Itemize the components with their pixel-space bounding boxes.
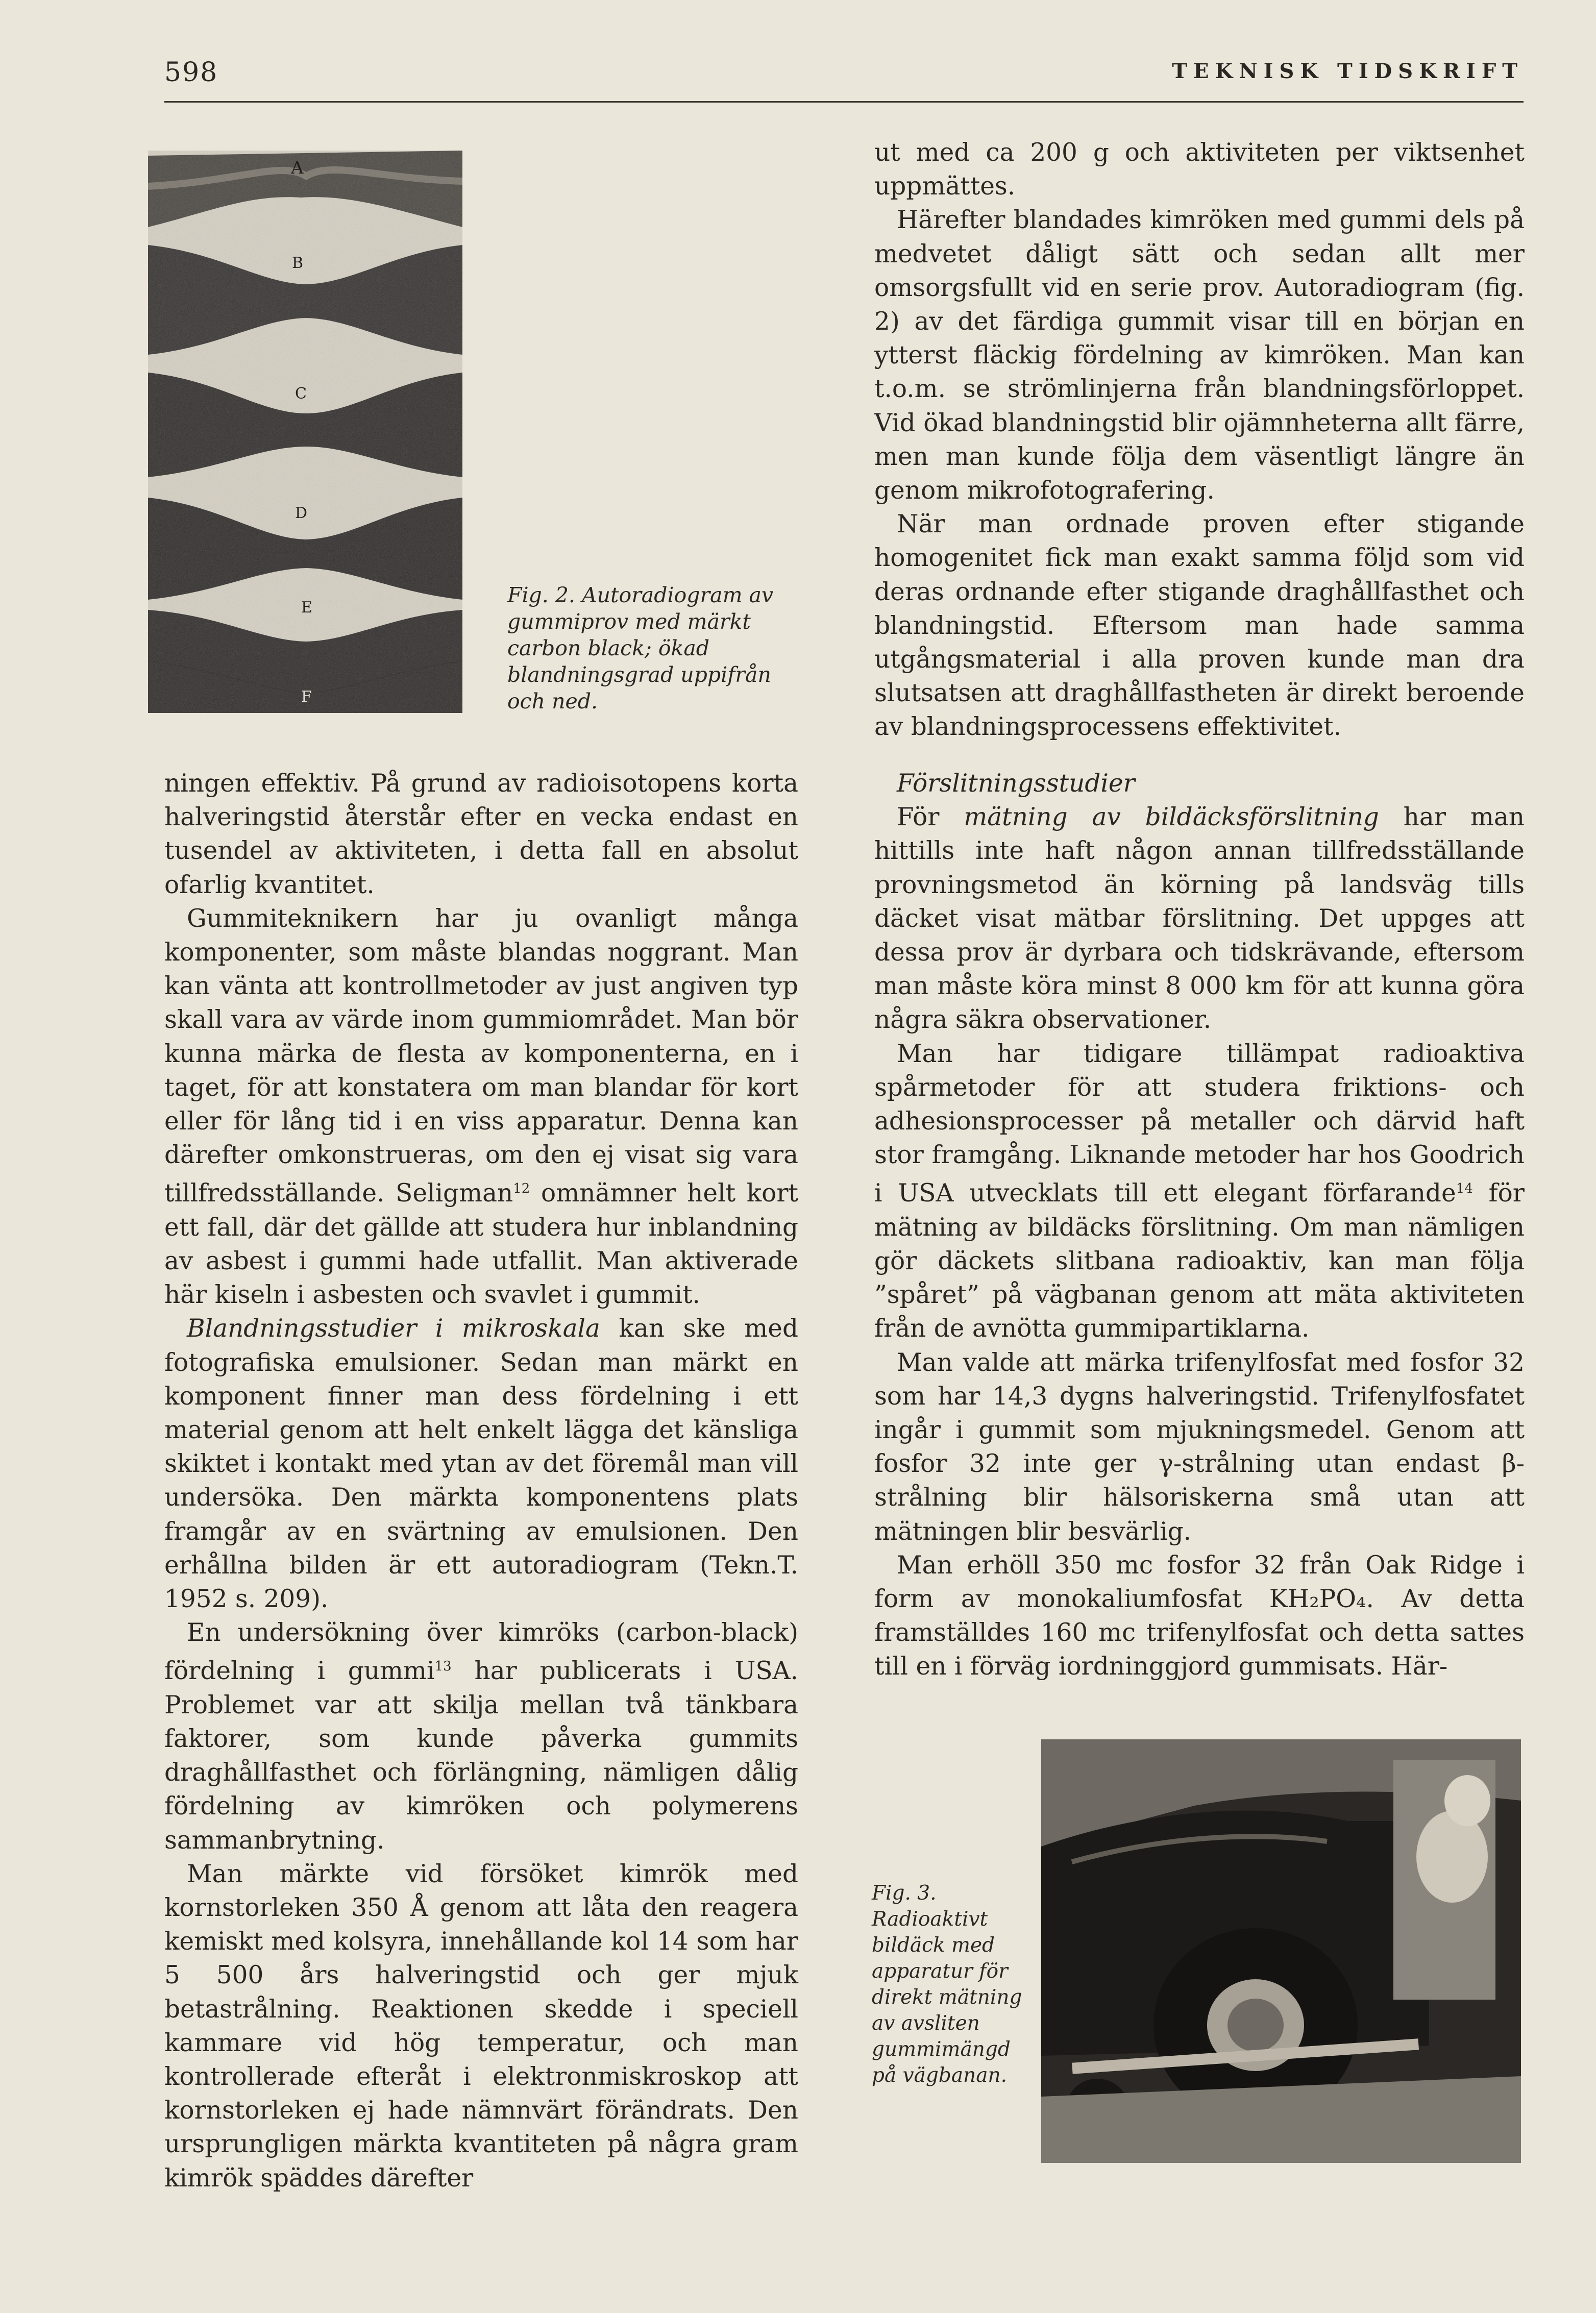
paragraph: ut med ca 200 g och aktiviteten per viktsenhet uppmättes. (874, 138, 1525, 201)
right-column-bottom (874, 767, 1525, 1684)
svg-text:F: F (301, 688, 312, 706)
autoradiogram-strips (148, 151, 462, 713)
right-column-top (874, 136, 1525, 744)
paragraph: Man har tidigare tillämpat radioaktiva spårmetoder för att studera friktions- och adhesionsprocesser på metaller och därvid haft stor framgång. Liknande metoder har hos Goodrich i USA utvecklats till ett elegant förfarande$^{14}$ för mätning av bildäcks förslitning. Om man nämligen gör däckets slitbana radioaktiv, kan man följa ”spåret” på vägbanan genom att mäta aktiviteten från de avnötta gummipartiklarna. (874, 1039, 1525, 1343)
svg-text:A: A (291, 158, 304, 178)
paragraph: Gummiteknikern har ju ovanligt många komponenter, som måste blandas noggrant. Man kan vänta att kontrollmetoder av just angiven typ skall vara av värde inom gummiområdet. Man bör kunna märka de flesta av komponenterna, en i taget, för att konstatera om man blandar för kort eller för lång tid i en viss apparatur. Denna kan därefter omkonstrueras, om den ej visat sig vara tillfredsställande. Seligman$^{12}$ omnämner helt kort ett fall, där det gällde att studera hur inblandning av asbest i gummi hade utfallit. Man aktiverade här kiseln i asbesten och svavlet i gummit. (164, 904, 798, 1310)
car-photo (1041, 1739, 1521, 2163)
paragraph: Blandningsstudier i mikroskala kan ske med fotografiska emulsioner. Sedan man märkt en komponent finner man dess fördelning i ett material genom att helt enkelt lägga det känsliga skiktet i kontakt med ytan av det föremål man vill undersöka. Den märkta komponentens plats framgår av en svärtning av emulsionen. Den erhållna bilden är ett autoradiogram (Tekn.T. 1952 s. 209). (164, 1314, 798, 1614)
page-number: 598 (164, 57, 218, 88)
figure-3-caption: Fig. 3. Radioaktivt bildäck med apparatur för direkt mätning av avsliten gummimängd på vägbanan. (872, 1882, 1022, 2087)
section-heading: Förslitningsstudier (897, 769, 1135, 798)
paragraph: Man erhöll 350 mc fosfor 32 från Oak Ridge i form av monokaliumfosfat KH₂PO₄. Av detta framställdes 160 mc trifenylfosfat och detta sattes till en i förväg iordninggjord gummisats. Här- (874, 1551, 1525, 1681)
header-rule (164, 101, 1524, 103)
svg-text:E: E (301, 599, 312, 617)
paragraph: Härefter blandades kimröken med gummi dels på medvetet dåligt sätt och sedan allt mer omsorgsfullt vid en serie prov. Autoradiogram (fig. 2) av det färdiga gummit visar till en början en ytterst fläckig fördelning av kimröken. Man kan t.o.m. se strömlinjerna från blandningsförloppet. Vid ökad blandningstid blir ojämnheterna allt färre, men man kunde följa dem väsentligt längre än genom mikrofotografering. (874, 206, 1525, 505)
running-head: TEKNISK TIDSKRIFT (1172, 59, 1524, 83)
paragraph: När man ordnade proven efter stigande homogenitet fick man exakt samma följd som vid deras ordnande efter stigande draghållfasthet och blandningstid. Eftersom man hade samma utgångsmaterial i alla proven kunde man dra slutsatsen att draghållfastheten är direkt beroende av blandningsprocessens effektivitet. (874, 510, 1525, 742)
figure-2-caption: Fig. 2. Autoradiogram av gummiprov med märkt carbon black; ökad blandningsgrad uppifrån och ned. (507, 583, 774, 713)
figure-3-image (1041, 1739, 1521, 2163)
svg-text:C: C (295, 385, 307, 403)
left-column (164, 767, 798, 2195)
svg-text:B: B (292, 254, 304, 272)
svg-text:D: D (295, 504, 308, 522)
figure-2-image (148, 151, 462, 713)
paragraph: Man valde att märka trifenylfosfat med fosfor 32 som har 14,3 dygns halveringstid. Trifenylfosfatet ingår i gummit som mjukningsmedel. Genom att fosfor 32 inte ger γ-strålning utan endast β-strålning blir hälsoriskerna små utan att mätningen blir besvärlig. (874, 1348, 1525, 1546)
paragraph: För mätning av bildäcksförslitning har man hittills inte haft någon annan tillfredsställande provningsmetod än körning på landsväg tills däcket visat mätbar förslitning. Det uppges att dessa prov är dyrbara och tidskrävande, eftersom man måste köra minst 8 000 km för att kunna göra några säkra observationer. (874, 803, 1525, 1035)
paragraph: ningen effektiv. På grund av radioisotopens korta halveringstid återstår efter en vecka endast en tusendel av aktiviteten, i detta fall en absolut ofarlig kvantitet. (164, 769, 798, 899)
paragraph: Man märkte vid försöket kimrök med kornstorleken 350 Å genom att låta den reagera kemiskt med kolsyra, innehållande kol 14 som har 5 500 års halveringstid och ger mjuk betastrålning. Reaktionen skedde i speciell kammare vid hög temperatur, och man kontrollerade efteråt i elektronmiskroskop att kornstorleken ej hade nämnvärt förändrats. Den ursprungligen märkta kvantiteten på några gram kimrök späddes därefter (164, 1859, 798, 2193)
paragraph: En undersökning över kimröks (carbon-black) fördelning i gummi$^{13}$ har publicerats i USA. Problemet var att skilja mellan två tänkbara faktorer, som kunde påverka gummits draghållfasthet och förlängning, nämligen dålig fördelning av kimröken och polymerens sammanbrytning. (164, 1618, 798, 1855)
